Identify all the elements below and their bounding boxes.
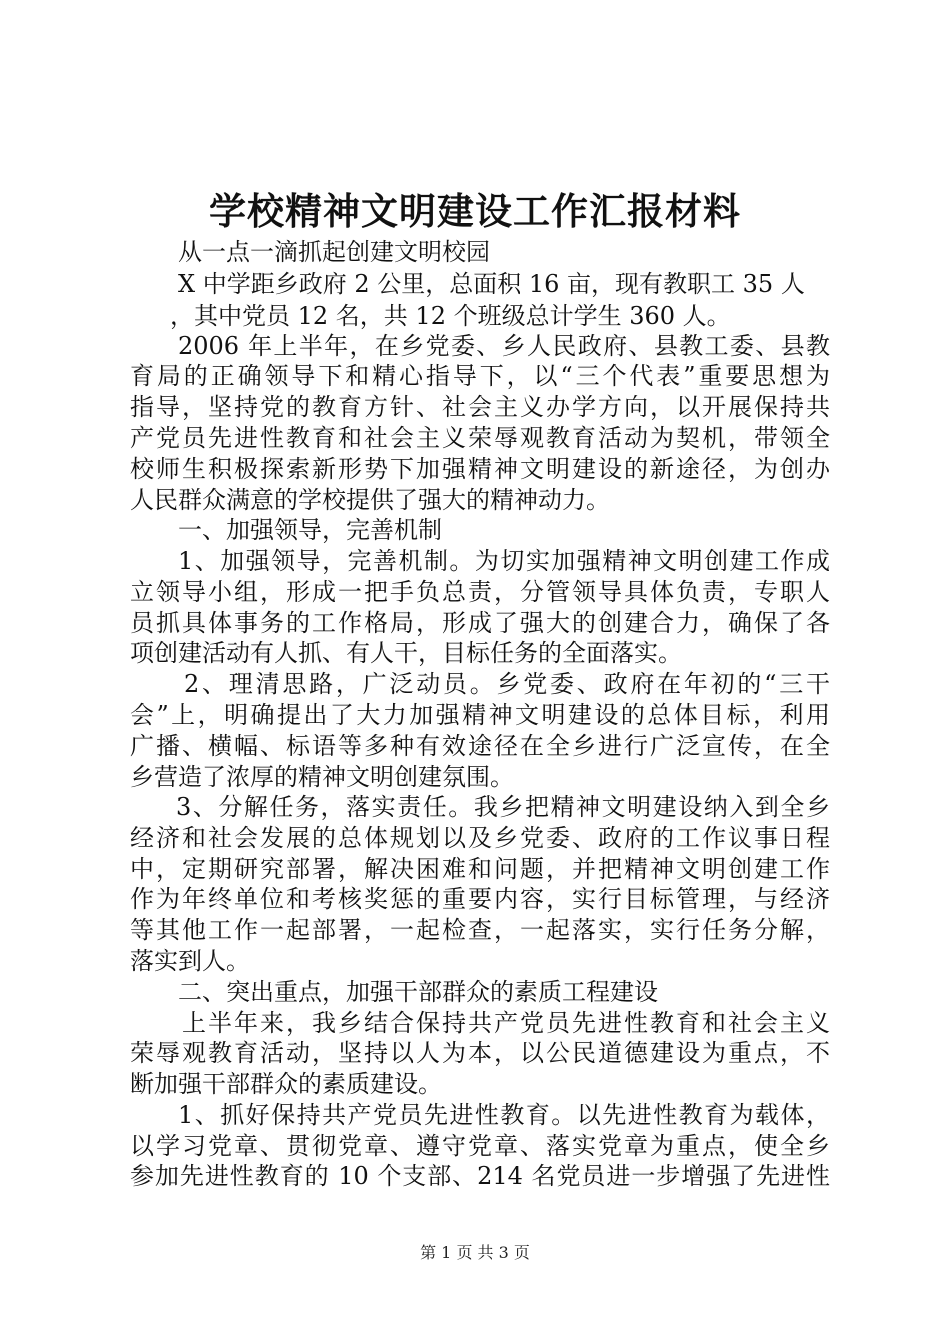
page-footer: 第 1 页 共 3 页 (420, 1243, 530, 1262)
body-line: 项创建活动有人抓、有人干，目标任务的全面落实。 (130, 639, 682, 667)
body-line: 落实到人。 (130, 947, 250, 975)
body-line: 3、分解任务，落实责任。我乡把精神文明建设纳入到全乡 (176, 793, 830, 821)
body-line: 1、抓好保持共产党员先进性教育。以先进性教育为载体， (178, 1101, 830, 1129)
body-line: 产党员先进性教育和社会主义荣辱观教育活动为契机，带领全 (130, 424, 830, 452)
body-line: 广播、横幅、标语等多种有效途径在全乡进行广泛宣传，在全 (130, 732, 830, 760)
body-line: 2006 年上半年，在乡党委、乡人民政府、县教工委、县教 (178, 332, 830, 360)
body-line: X 中学距乡政府 2 公里，总面积 16 亩，现有教职工 35 人 (178, 270, 805, 298)
body-line: 等其他工作一起部署，一起检查，一起落实，实行任务分解， (130, 916, 830, 944)
section-heading: 二、突出重点，加强干部群众的素质工程建设 (178, 978, 658, 1006)
body-line: 参加先进性教育的 10 个支部、214 名党员进一步增强了先进性 (130, 1162, 830, 1190)
body-line: 断加强干部群众的素质建设。 (130, 1070, 442, 1098)
section-heading: 一、加强领导，完善机制 (178, 516, 442, 544)
body-line: 立领导小组，形成一把手负总责，分管领导具体负责，专职人 (130, 578, 830, 606)
body-line: 员抓具体事务的工作格局，形成了强大的创建合力，确保了各 (130, 609, 830, 637)
document-title: 学校精神文明建设工作汇报材料 (209, 189, 741, 233)
body-line: 上半年来，我乡结合保持共产党员先进性教育和社会主义 (182, 1009, 830, 1037)
body-line: ，其中党员 12 名，共 12 个班级总计学生 360 人。 (170, 302, 731, 330)
body-line: 作为年终单位和考核奖惩的重要内容，实行目标管理，与经济 (130, 885, 830, 913)
body-line: 经济和社会发展的总体规划以及乡党委、政府的工作议事日程 (130, 824, 830, 852)
body-line: 人民群众满意的学校提供了强大的精神动力。 (130, 486, 610, 514)
body-line: 育局的正确领导下和精心指导下，以“三个代表”重要思想为 (130, 362, 830, 390)
body-line: 指导，坚持党的教育方针、社会主义办学方向，以开展保持共 (130, 393, 830, 421)
body-line: 校师生积极探索新形势下加强精神文明建设的新途径，为创办 (130, 455, 830, 483)
body-line: 1、加强领导，完善机制。为切实加强精神文明创建工作成 (178, 547, 830, 575)
body-line: 荣辱观教育活动，坚持以人为本，以公民道德建设为重点，不 (130, 1039, 830, 1067)
body-line: 会”上，明确提出了大力加强精神文明建设的总体目标，利用 (130, 701, 830, 729)
body-line: 2、理清思路，广泛动员。乡党委、政府在年初的“三干 (184, 670, 830, 698)
body-line: 从一点一滴抓起创建文明校园 (178, 238, 490, 266)
body-line: 乡营造了浓厚的精神文明创建氛围。 (130, 763, 514, 791)
body-line: 中，定期研究部署，解决困难和问题，并把精神文明创建工作 (130, 855, 830, 883)
body-line: 以学习党章、贯彻党章、遵守党章、落实党章为重点，使全乡 (130, 1132, 830, 1160)
